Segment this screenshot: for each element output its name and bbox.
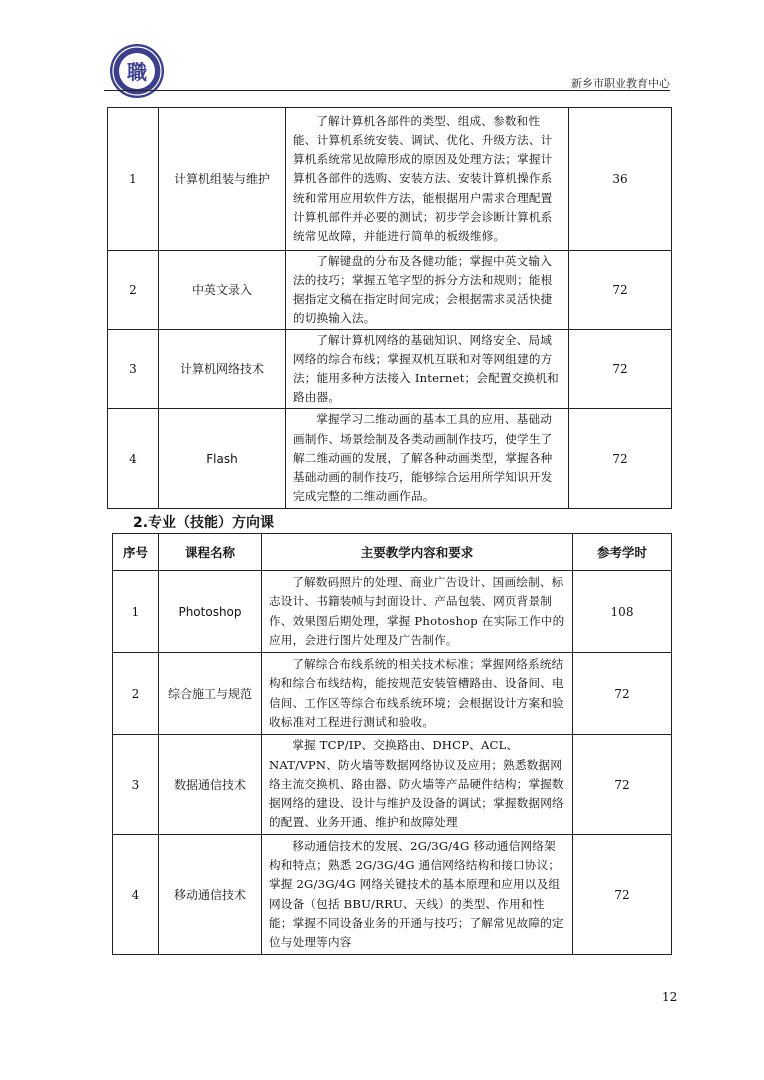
header-hours: 参考学时: [573, 534, 672, 571]
table-row: [113, 653, 672, 735]
course-name: 计算机网络技术: [159, 330, 286, 409]
reference-hours: 72: [573, 735, 672, 835]
page-number: 12: [662, 990, 678, 1004]
course-table-1: [107, 107, 672, 509]
course-name: 数据通信技术: [159, 735, 262, 835]
row-number: 1: [113, 571, 159, 653]
org-name: 新乡市职业教育中心: [571, 77, 670, 90]
course-name: 综合施工与规范: [159, 653, 262, 735]
row-number: 4: [108, 409, 159, 509]
reference-hours: 36: [569, 108, 672, 251]
row-number: 3: [108, 330, 159, 409]
course-description: 掌握 TCP/IP、交换路由、DHCP、ACL、NAT/VPN、防火墙等数据网络协议及应用；熟悉数据网络主流交换机、路由器、防火墙等产品硬件结构；掌握数据网络的建设、设计与维护及设备的调试；掌握数据网络的配置、业务开通、维护和故障处理: [262, 735, 573, 835]
row-number: 4: [113, 835, 159, 955]
course-name: 计算机组装与维护: [159, 108, 286, 251]
course-table-2: [112, 533, 672, 955]
row-number: 2: [113, 653, 159, 735]
course-description: 了解计算机网络的基础知识、网络安全、局域网络的综合布线；掌握双机互联和对等网组建的方法；能用多种方法接入 Internet；会配置交换机和路由器。: [286, 330, 569, 409]
section-heading: 2.专业（技能）方向课: [133, 515, 275, 531]
row-number: 2: [108, 251, 159, 330]
reference-hours: 72: [569, 409, 672, 509]
course-description: 了解综合布线系统的相关技术标准；掌握网络系统结构和综合布线结构，能按规范安装管槽路由、设备间、电信间、工作区等综合布线系统环境；会根据设计方案和验收标准对工程进行测试和验收。: [262, 653, 573, 735]
course-name: 移动通信技术: [159, 835, 262, 955]
header-description: 主要教学内容和要求: [262, 534, 573, 571]
table-header-row: [113, 534, 672, 571]
course-name: 中英文录入: [159, 251, 286, 330]
table-row: [113, 571, 672, 653]
table-row: [108, 251, 672, 330]
course-description: 了解计算机各部件的类型、组成、参数和性能、计算机系统安装、调试、优化、升级方法、计算机系统常见故障形成的原因及处理方法；掌握计算机各部件的选购、安装方法、安装计算机操作系统和常用应用软件方法，能根据用户需求合理配置计算机部件并必要的测试；初步学会诊断计算机系统常见故障，并能进行简单的板级维修。: [286, 108, 569, 251]
header-number: 序号: [113, 534, 159, 571]
header-rule: [104, 90, 670, 91]
course-description: 了解数码照片的处理、商业广告设计、国画绘制、标志设计、书籍装帧与封面设计、产品包装、网页背景制作、效果图后期处理，掌握 Photoshop 在实际工作中的应用，会进行图片处理及广告制作。: [262, 571, 573, 653]
reference-hours: 72: [573, 835, 672, 955]
reference-hours: 72: [573, 653, 672, 735]
row-number: 1: [108, 108, 159, 251]
reference-hours: 108: [573, 571, 672, 653]
course-description: 了解键盘的分布及各健功能；掌握中英文输入法的技巧；掌握五笔字型的拆分方法和规则；能根据指定文稿在指定时间完成；会根据需求灵活快捷的切换输入法。: [286, 251, 569, 330]
table-row: [108, 330, 672, 409]
school-seal-logo: [108, 42, 166, 100]
svg-text:職: 職: [127, 60, 147, 84]
course-description: 移动通信技术的发展、2G/3G/4G 移动通信网络架构和特点；熟悉 2G/3G/4G 通信网络结构和接口协议；掌握 2G/3G/4G 网络关键技术的基本原理和应用以及组网设备（包括 BBU/RRU、天线）的类型、作用和性能；掌握不同设备业务的开通与技巧；了解常见故障的定位与处理等内容: [262, 835, 573, 955]
table-row: [113, 835, 672, 955]
course-name: Photoshop: [159, 571, 262, 653]
course-name: Flash: [159, 409, 286, 509]
row-number: 3: [113, 735, 159, 835]
course-description: 掌握学习二维动画的基本工具的应用、基础动画制作、场景绘制及各类动画制作技巧，使学生了解二维动画的发展，了解各种动画类型，掌握各种基础动画的制作技巧，能够综合运用所学知识开发完成完整的二维动画作品。: [286, 409, 569, 509]
reference-hours: 72: [569, 251, 672, 330]
table-row: [108, 409, 672, 509]
table-row: [113, 735, 672, 835]
reference-hours: 72: [569, 330, 672, 409]
header-course-name: 课程名称: [159, 534, 262, 571]
table-row: [108, 108, 672, 251]
